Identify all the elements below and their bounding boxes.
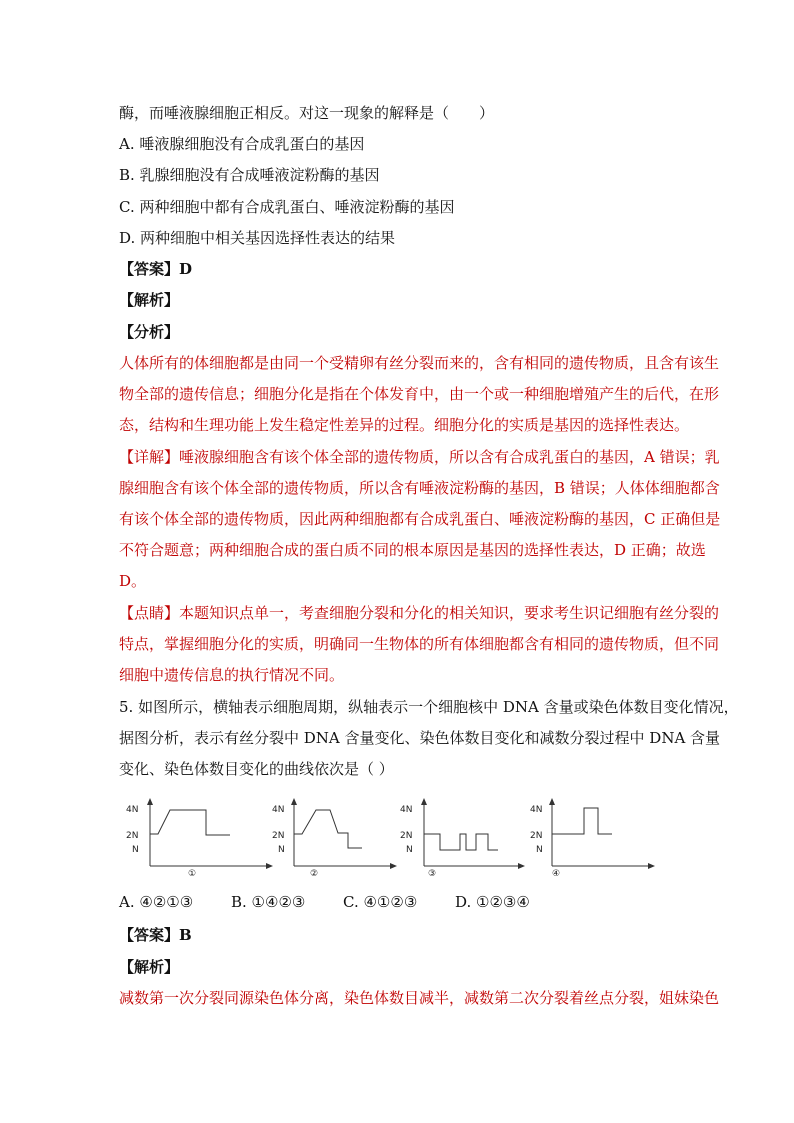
- option5-a: A. ④②①③: [119, 893, 194, 911]
- graph-caption: ③: [428, 869, 437, 879]
- analysis5-line: 减数第一次分裂同源染色体分离，染色体数目减半，减数第二次分裂着丝点分裂，姐妹染色: [119, 989, 720, 1007]
- tip-line: 细胞中遗传信息的执行情况不同。: [119, 666, 345, 684]
- tip-line: 特点，掌握细胞分化的实质，明确同一生物体的所有体细胞都含有相同的遗传物质，但不同: [119, 635, 720, 653]
- option5-d: D. ①②③④: [455, 893, 530, 911]
- detail-line: D。: [119, 572, 147, 590]
- fenxi-line: 物全部的遗传信息；细胞分化是指在个体发育中，由一个或一种细胞增殖产生的后代，在形: [119, 385, 720, 403]
- y-tick-label: 2N: [272, 831, 285, 841]
- y-tick-label: 2N: [530, 831, 543, 841]
- tip-line: 【点睛】本题知识点单一，考查细胞分裂和分化的相关知识，要求考生识记细胞有丝分裂的: [119, 604, 720, 622]
- y-tick-label: 2N: [126, 831, 139, 841]
- option-b: B. 乳腺细胞没有合成唾液淀粉酶的基因: [119, 166, 380, 184]
- detail-line: 不符合题意；两种细胞合成的蛋白质不同的根本原因是基因的选择性表达，D 正确；故选: [119, 541, 706, 559]
- detail-line: 腺细胞含有该个体全部的遗传物质，所以含有唾液淀粉酶的基因，B 错误；人体体细胞都含: [119, 479, 720, 497]
- y-tick-label: 4N: [126, 805, 139, 815]
- answer5-label: 【答案】B: [119, 926, 192, 944]
- graph-1: [118, 798, 278, 878]
- y-tick-label: 4N: [530, 805, 543, 815]
- question5-stem: 5. 如图所示，横轴表示细胞周期，纵轴表示一个细胞核中 DNA 含量或染色体数目变化情况，: [119, 698, 739, 716]
- analysis5-label: 【解析】: [119, 958, 180, 976]
- y-tick-label: 4N: [272, 805, 285, 815]
- detail-line: 【详解】唾液腺细胞含有该个体全部的遗传物质，所以含有合成乳蛋白的基因，A 错误；乳: [119, 448, 720, 466]
- y-tick-label: N: [536, 845, 543, 855]
- option-c: C. 两种细胞中都有合成乳蛋白、唾液淀粉酶的基因: [119, 198, 455, 216]
- y-tick-label: N: [278, 845, 285, 855]
- y-tick-label: N: [132, 845, 139, 855]
- answer-label: 【答案】D: [119, 260, 193, 278]
- option-a: A. 唾液腺细胞没有合成乳蛋白的基因: [119, 135, 365, 153]
- question5-stem: 变化、染色体数目变化的曲线依次是（ ）: [119, 760, 394, 778]
- y-tick-label: 4N: [400, 805, 413, 815]
- option5-b: B. ①④②③: [231, 893, 306, 911]
- graph-caption: ④: [552, 869, 561, 879]
- analysis-label: 【解析】: [119, 291, 180, 309]
- graph-caption: ②: [310, 869, 319, 879]
- detail-line: 有该个体全部的遗传物质，因此两种细胞都有合成乳蛋白、唾液淀粉酶的基因，C 正确但是: [119, 510, 721, 528]
- option-d: D. 两种细胞中相关基因选择性表达的结果: [119, 229, 396, 247]
- fenxi-line: 人体所有的体细胞都是由同一个受精卵有丝分裂而来的，含有相同的遗传物质，且含有该生: [119, 354, 720, 372]
- graph-4: [528, 798, 688, 878]
- graph-caption: ①: [188, 869, 197, 879]
- fenxi-line: 态，结构和生理功能上发生稳定性差异的过程。细胞分化的实质是基因的选择性表达。: [119, 416, 690, 434]
- option5-c: C. ④①②③: [343, 893, 418, 911]
- y-tick-label: 2N: [400, 831, 413, 841]
- question4-stem: 酶，而唾液腺细胞正相反。对这一现象的解释是（ ）: [119, 104, 495, 122]
- y-tick-label: N: [406, 845, 413, 855]
- fenxi-label: 【分析】: [119, 323, 180, 341]
- question5-stem: 据图分析，表示有丝分裂中 DNA 含量变化、染色体数目变化和减数分裂过程中 DNA 含量: [119, 729, 721, 747]
